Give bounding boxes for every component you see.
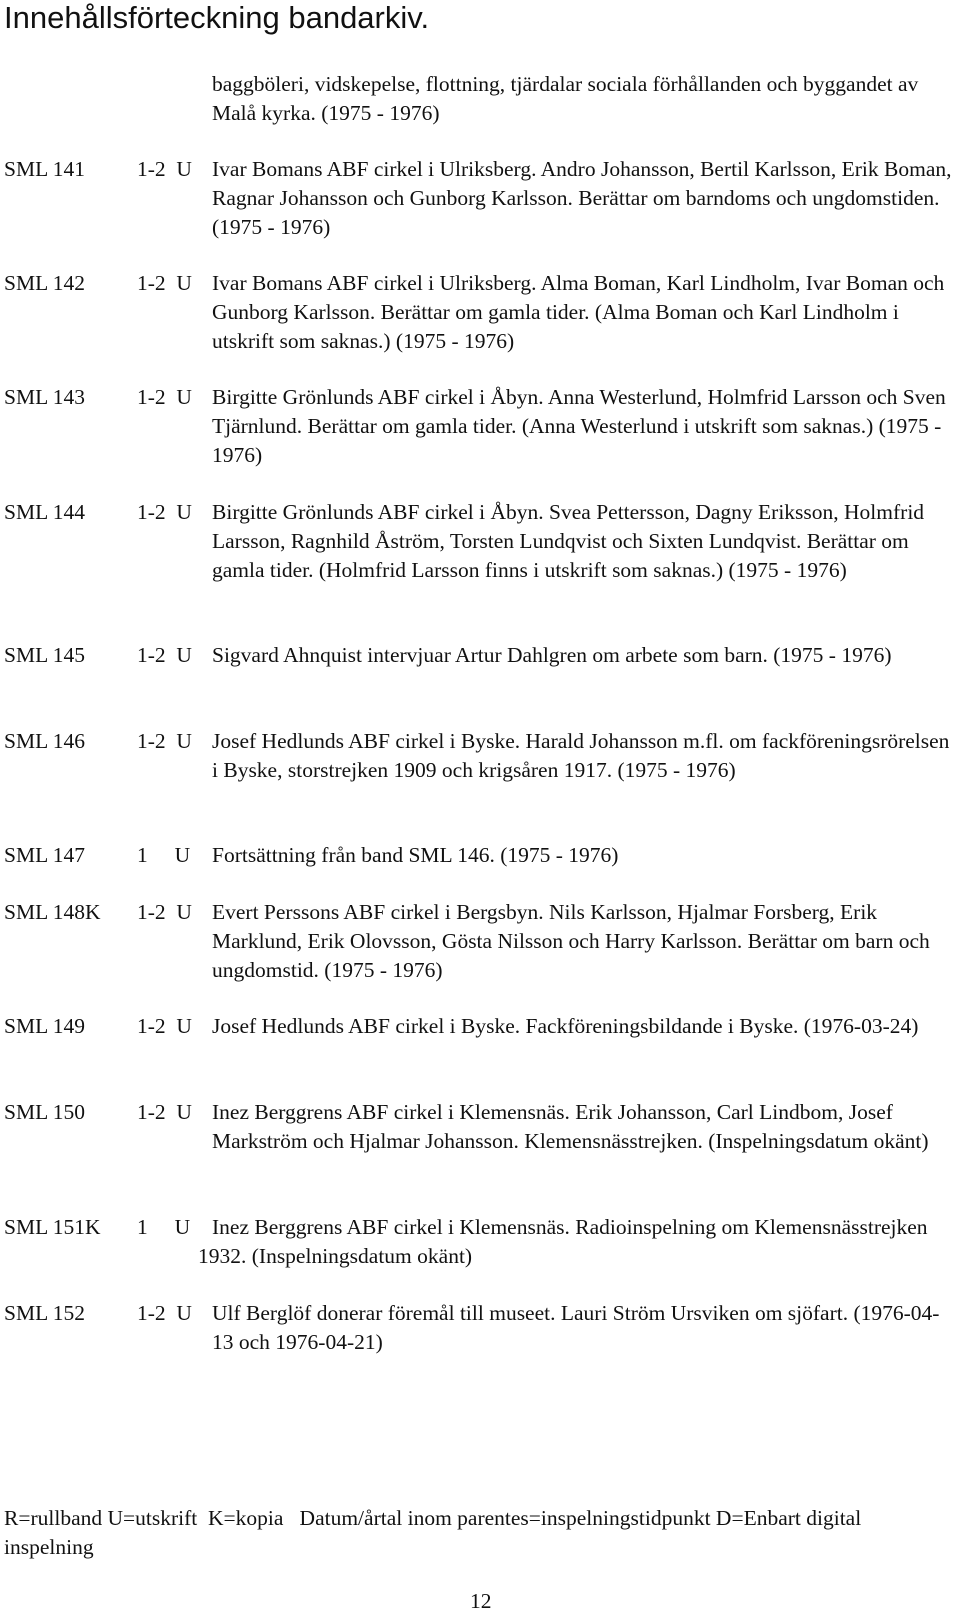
intro-continuation: baggböleri, vidskepelse, flottning, tjärdalar sociala förhållanden och byggandet av Malå kyrka. (1975 - 1976) [212,72,919,125]
entry-count-type: 1-2 U [137,157,192,181]
entry-code: SML 141 [4,157,86,181]
entry-code: SML 142 [4,271,86,295]
entry-code: SML 150 [4,1100,86,1124]
entry-description: Josef Hedlunds ABF cirkel i Byske. Fackföreningsbildande i Byske. (1976-03-24) [212,1014,919,1038]
entry-count-type: 1 U [137,1215,191,1239]
entry-code: SML 144 [4,500,86,524]
entry-count-type: 1 U [137,843,191,867]
entry-description: Ulf Berglöf donerar föremål till museet. Lauri Ström Ursviken om sjöfart. (1976-04-13 och 1976-04-21) [212,1301,940,1354]
abbreviation-legend: R=rullband U=utskrift K=kopia Datum/årtal inom parentes=inspelningstidpunkt D=Enbart digital inspelning [4,1506,867,1559]
entry-count-type: 1-2 U [137,900,192,924]
entry-description: Sigvard Ahnquist intervjuar Artur Dahlgren om arbete som barn. (1975 - 1976) [212,643,892,667]
entry-description: Birgitte Grönlunds ABF cirkel i Åbyn. Svea Pettersson, Dagny Eriksson, Holmfrid Larsson, Ragnhild Åström, Torsten Lundqvist och Sixten Lundqvist. Berättar om gamla tider. (Holmfrid Larsson finns i utskrift som saknas.) (1975 - 1976) [212,500,925,582]
entry-code: SML 151K [4,1215,101,1239]
entry-description: Inez Berggrens ABF cirkel i Klemensnäs. Erik Johansson, Carl Lindbom, Josef Markström och Hjalmar Johansson. Klemensnässtrejken. (Inspelningsdatum okänt) [212,1100,929,1153]
entry-description: Evert Perssons ABF cirkel i Bergsbyn. Nils Karlsson, Hjalmar Forsberg, Erik Marklund, Erik Olovsson, Gösta Nilsson och Harry Karlsson. Berättar om barn och ungdomstid. (1975 - 1976) [212,900,930,982]
entry-count-type: 1-2 U [137,271,192,295]
entry-code: SML 145 [4,643,86,667]
entry-code: SML 143 [4,385,86,409]
entry-code: SML 152 [4,1301,86,1325]
entry-count-type: 1-2 U [137,729,192,753]
entry-code: SML 148K [4,900,101,924]
entry-description: Josef Hedlunds ABF cirkel i Byske. Harald Johansson m.fl. om fackföreningsrörelsen i Byske, storstrejken 1909 och krigsåren 1917. (1975 - 1976) [212,729,950,782]
entry-description: Inez Berggrens ABF cirkel i Klemensnäs. Radioinspelning om Klemensnässtrejken 1932. (Inspelningsdatum okänt) [198,1215,928,1268]
entry-count-type: 1-2 U [137,643,192,667]
entry-code: SML 146 [4,729,86,753]
entry-code: SML 149 [4,1014,86,1038]
entry-count-type: 1-2 U [137,385,192,409]
page-title: Innehållsförteckning bandarkiv. [4,0,430,35]
entry-count-type: 1-2 U [137,500,192,524]
entry-count-type: 1-2 U [137,1014,192,1038]
page-number: 12 [470,1589,492,1613]
entry-description: Birgitte Grönlunds ABF cirkel i Åbyn. Anna Westerlund, Holmfrid Larsson och Sven Tjärnlund. Berättar om gamla tider. (Anna Westerlund i utskrift som saknas.) (1975 - 1976) [212,385,946,467]
entry-description: Ivar Bomans ABF cirkel i Ulriksberg. Alma Boman, Karl Lindholm, Ivar Boman och Gunborg Karlsson. Berättar om gamla tider. (Alma Boman och Karl Lindholm i utskrift som saknas.) (1975 - 1976) [212,271,945,353]
entry-description: Ivar Bomans ABF cirkel i Ulriksberg. Andro Johansson, Bertil Karlsson, Erik Boman, Ragnar Johansson och Gunborg Karlsson. Berättar om barndoms och ungdomstiden. (1975 - 1976) [212,157,952,239]
entry-count-type: 1-2 U [137,1100,192,1124]
entry-code: SML 147 [4,843,86,867]
entry-description: Fortsättning från band SML 146. (1975 - 1976) [212,843,619,867]
entry-count-type: 1-2 U [137,1301,192,1325]
